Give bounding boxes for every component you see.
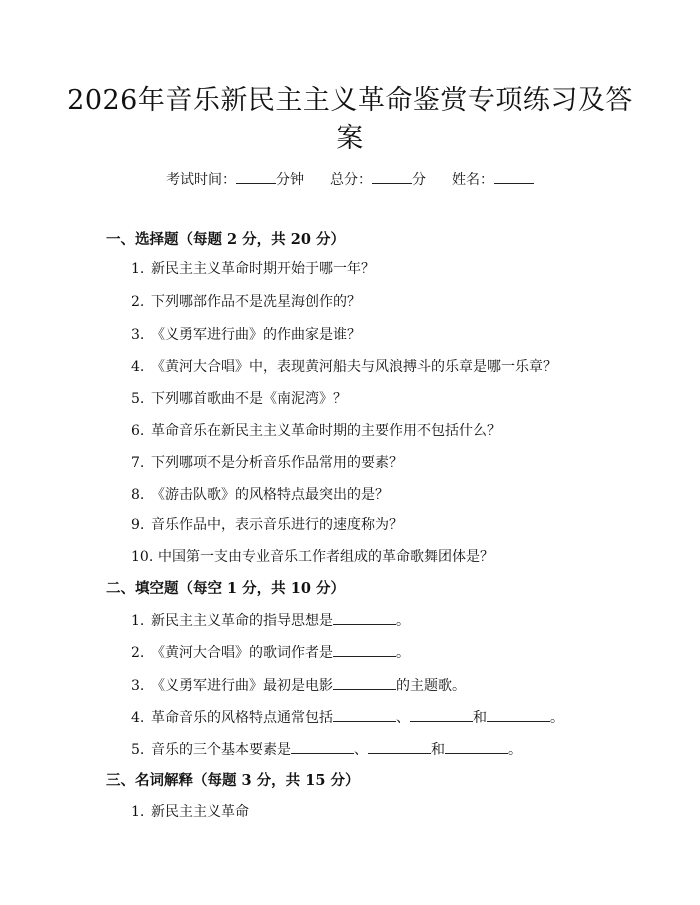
choice-question — [131, 515, 403, 535]
time-label: 考试时间： — [166, 172, 236, 188]
time-unit: 分钟 — [276, 172, 304, 188]
question-text: 下列哪首歌曲不是《南泥湾》？ — [151, 391, 347, 407]
question-text: 革命音乐的风格特点通常包括 — [151, 710, 333, 726]
choice-question — [131, 485, 389, 505]
name-label: 姓名： — [452, 172, 494, 188]
question-number: 5. — [131, 391, 145, 407]
fill-question — [131, 610, 410, 631]
fill-question — [131, 707, 564, 728]
question-text: 《黄河大合唱》的歌词作者是 — [151, 645, 333, 661]
question-number: 2. — [131, 645, 145, 661]
page-title: 2026年音乐新民主主义革命鉴赏专项练习及答案 — [67, 85, 633, 154]
question-number: 6. — [131, 423, 145, 439]
question-text: 新民主主义革命 — [151, 804, 249, 820]
answer-blank[interactable] — [410, 707, 473, 722]
question-text: 。 — [396, 645, 410, 661]
question-number: 10. — [131, 549, 154, 565]
question-text: 音乐作品中，表示音乐进行的速度称为？ — [151, 517, 403, 533]
section-heading-choice: 一、选择题（每题 2 分，共 20 分） — [106, 231, 345, 248]
question-number: 1. — [131, 613, 145, 629]
question-number: 4. — [131, 359, 145, 375]
section-heading-fill: 二、填空题（每空 1 分，共 10 分） — [106, 580, 345, 597]
question-number: 2. — [131, 294, 145, 310]
question-text: 和 — [473, 710, 487, 726]
question-number: 9. — [131, 517, 145, 533]
question-text: 、 — [396, 710, 410, 726]
question-number: 5. — [131, 742, 145, 758]
question-text: 新民主主义革命时期开始于哪一年？ — [151, 261, 375, 277]
answer-blank[interactable] — [487, 707, 550, 722]
answer-blank[interactable] — [445, 739, 508, 754]
question-text: 《义勇军进行曲》最初是电影 — [151, 678, 333, 694]
fill-question — [131, 739, 522, 760]
answer-blank[interactable] — [333, 642, 396, 657]
choice-question — [131, 421, 501, 441]
question-text: 音乐的三个基本要素是 — [151, 742, 291, 758]
question-number: 7. — [131, 455, 145, 471]
question-text: 。 — [550, 710, 564, 726]
score-label: 总分： — [330, 172, 372, 188]
time-blank[interactable] — [236, 169, 276, 184]
question-number: 3. — [131, 678, 145, 694]
answer-blank[interactable] — [291, 739, 354, 754]
question-text: 中国第一支由专业音乐工作者组成的革命歌舞团体是？ — [158, 549, 494, 565]
question-text: 、 — [354, 742, 368, 758]
answer-blank[interactable] — [333, 707, 396, 722]
section-heading-terms: 三、名词解释（每题 3 分，共 15 分） — [106, 772, 360, 789]
name-blank[interactable] — [494, 169, 534, 184]
choice-question — [131, 453, 403, 473]
question-number: 3. — [131, 327, 145, 343]
choice-question — [131, 547, 494, 567]
question-text: 革命音乐在新民主主义革命时期的主要作用不包括什么？ — [151, 423, 501, 439]
answer-blank[interactable] — [333, 675, 396, 690]
score-unit: 分 — [412, 172, 426, 188]
choice-question — [131, 325, 361, 345]
answer-blank[interactable] — [368, 739, 431, 754]
question-text: 新民主主义革命的指导思想是 — [151, 613, 333, 629]
choice-question — [131, 292, 361, 312]
question-text: 的主题歌。 — [396, 678, 466, 694]
question-number: 1. — [131, 261, 145, 277]
question-number: 8. — [131, 487, 145, 503]
question-number: 4. — [131, 710, 145, 726]
choice-question — [131, 389, 347, 409]
question-text: 《义勇军进行曲》的作曲家是谁？ — [151, 327, 361, 343]
answer-blank[interactable] — [333, 610, 396, 625]
question-text: 下列哪项不是分析音乐作品常用的要素？ — [151, 455, 403, 471]
term-question — [131, 802, 249, 822]
question-text: 下列哪部作品不是冼星海创作的？ — [151, 294, 361, 310]
score-blank[interactable] — [372, 169, 412, 184]
choice-question — [131, 357, 557, 377]
exam-meta — [0, 169, 700, 190]
question-number: 1. — [131, 804, 145, 820]
fill-question — [131, 675, 466, 696]
choice-question — [131, 259, 375, 279]
question-text: 《黄河大合唱》中，表现黄河船夫与风浪搏斗的乐章是哪一乐章？ — [151, 359, 557, 375]
question-text: 。 — [508, 742, 522, 758]
question-text: 和 — [431, 742, 445, 758]
question-text: 。 — [396, 613, 410, 629]
question-text: 《游击队歌》的风格特点最突出的是？ — [151, 487, 389, 503]
fill-question — [131, 642, 410, 663]
